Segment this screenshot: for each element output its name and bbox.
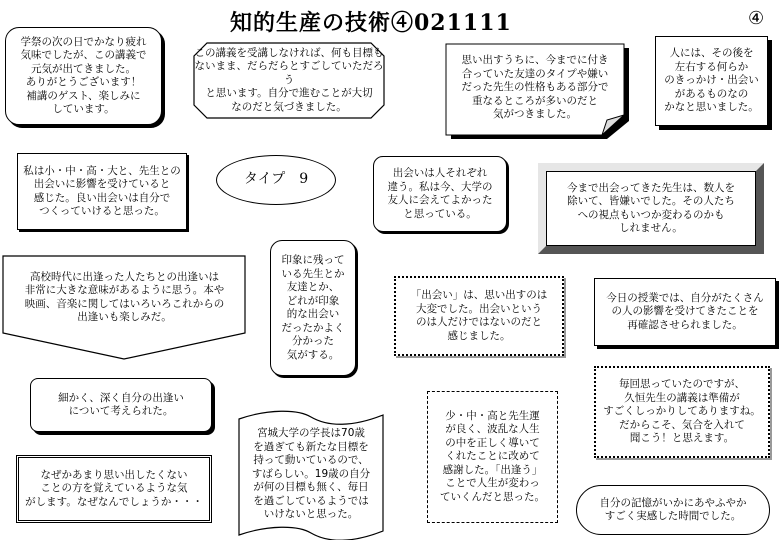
comment-box-6: [373, 156, 507, 232]
comment-text-15: 毎回思っていたのですが、 久恒先生の講義は準備が すごくしっかりしてありますね。 だからこそ、気合を入れて 聞こう！と思えます。: [603, 378, 761, 445]
comment-box-3: [445, 43, 631, 140]
comment-text-11: 今日の授業では、自分がたくさん の人の影響を受けてきたことを 再確認させられました。: [606, 291, 764, 331]
page-title: 知的生産の技術④021111: [230, 10, 512, 36]
comment-box-8: [2, 255, 247, 361]
comment-box-7: [538, 163, 764, 254]
comment-box-13: [238, 409, 384, 540]
comment-text-10: 「出会い」は、思い出すのは 大変でした。出会いという のは人だけではないのだと 感じました。: [410, 289, 548, 342]
comment-text-17: 自分の記憶がいかにあやふやか すごく実感した時間でした。: [599, 496, 747, 522]
comment-box-5: [17, 153, 187, 230]
comment-text-3: 思い出すうちに、今までに付き 合っていた友達のタイプや嫌い だった先生の性格もある部分で 重なるところが多いのだと 気がつきました。: [461, 54, 609, 121]
comment-text-14: 少・中・高と先生運 が良く、波乱な人生 の中を正しく導いて くれたことに改めて 感謝した。「出逢う」 ことで人生が変わっ ていくんだと思った。: [440, 409, 545, 503]
comment-box-4: [655, 36, 768, 126]
comment-text-5: 私は小・中・高・大と、先生との 出会いに影響を受けていると 感じた。良い出会いは自分で つくっていけると思った。: [23, 164, 181, 217]
type-label: タイプ 9: [243, 171, 309, 188]
comment-text-6: 出会いは人それぞれ 違う。私は今、大学の 友人に会えてよかった と思っている。: [387, 167, 493, 220]
comment-text-2: この講義を受講しなければ、何も目標も ないまま、だらだらとすごしていただろう と思います。自分で進むことが大切 なのだと気づきました。: [194, 46, 384, 113]
comment-text-7: 今まで出会ってきた先生は、数人を 除いて、皆嫌いでした。その人たち への視点もいつか変わるのかも しれません。: [567, 181, 735, 234]
comment-box-11: [594, 278, 776, 346]
comment-text-4: 人には、その後を 左右する何らか のきっかけ・出会い があるものなの かなと思いました。: [664, 47, 759, 114]
comment-box-2: [193, 42, 385, 119]
comment-box-15: [594, 366, 770, 458]
comment-text-1: 学祭の次の日でかなり疲れ 気味でしたが、この講義で 元気が出てきました。 ありがとうございます！ 補講のゲスト、楽しみに しています。: [20, 35, 147, 115]
comment-text-13: 宮城大学の学長は70歳 を過ぎても新たな目標を 持って動いているので、 すばらしい。19歳の自分 が何の目標も無く、毎日 を過ごしているようでは いけないと思った。: [251, 427, 371, 521]
comment-box-1: [5, 27, 162, 125]
comment-text-8: 高校時代に出逢った人たちとの出逢いは 非常に大きな意味があるように思う。本や 映画、音楽に関してはいろいろこれからの 出逢いも楽しみだ。: [24, 270, 225, 323]
type-ellipse: [216, 155, 336, 205]
comment-text-16: なぜかあまり思い出したくない ことの方を覚えているような気 がします。なぜなんでしょうか・・・: [25, 468, 203, 508]
comment-box-9: [270, 240, 356, 376]
comment-box-12: [30, 378, 212, 432]
comment-box-17: [576, 485, 770, 535]
comment-box-14: [427, 391, 558, 523]
page-number: ④: [748, 8, 765, 29]
comment-box-16: [16, 455, 212, 523]
comment-text-9: 印象に残って いる先生とか 友達とか、 どれが印象 的な出会い だったかよく 分かった 気がする。: [281, 254, 345, 361]
comment-text-12: 細かく、深く自分の出逢い について考えられた。: [58, 391, 184, 417]
comment-box-10: [394, 276, 564, 356]
